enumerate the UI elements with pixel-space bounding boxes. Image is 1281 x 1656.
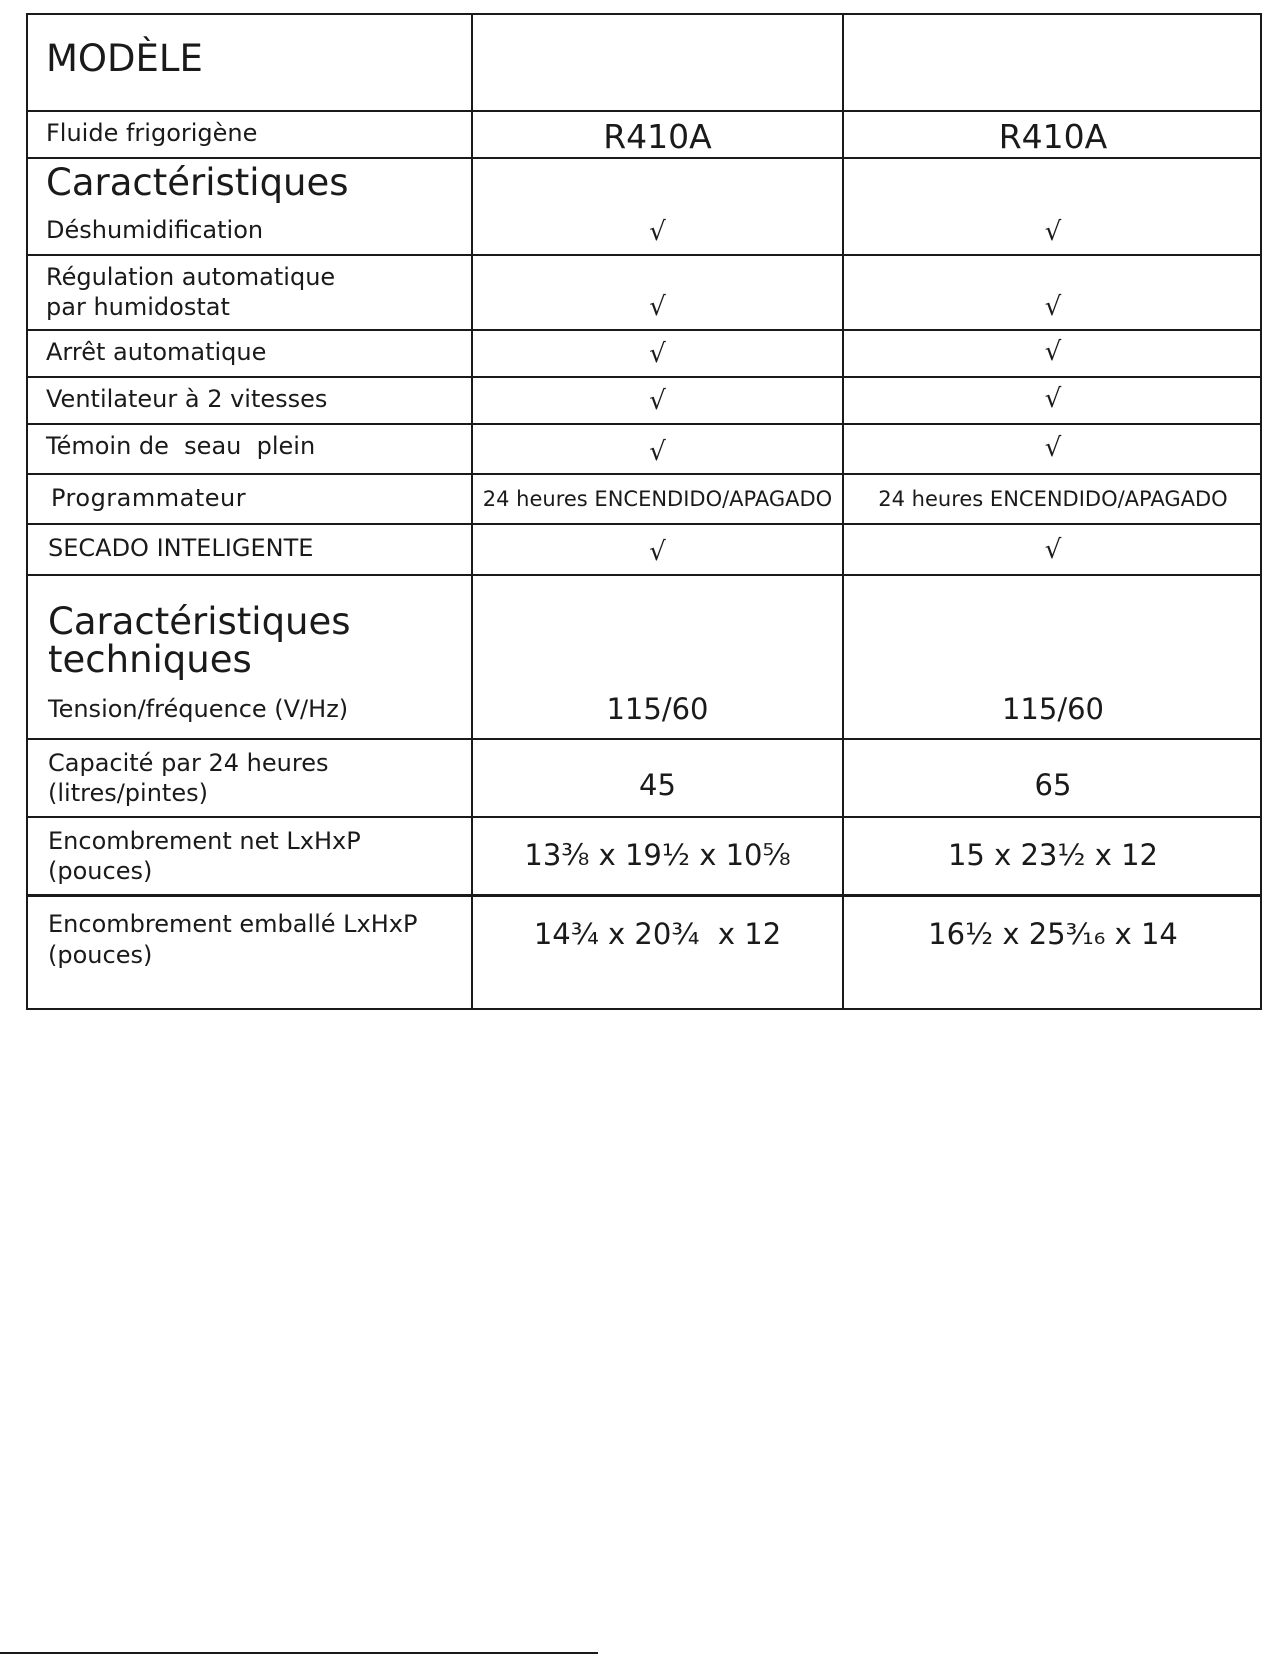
row-dehumidification <box>26 157 1262 254</box>
cell-net-size-col1 <box>471 818 842 894</box>
refrigerant-value-1: R410A <box>603 117 712 156</box>
tech-heading-line2: techniques <box>48 638 252 681</box>
cell-model-col2 <box>842 13 1262 110</box>
check-icon: √ <box>1044 217 1062 247</box>
net-size-label-line2: (pouces) <box>48 857 153 885</box>
check-icon: √ <box>1044 292 1062 322</box>
cell-timer-label <box>26 475 471 523</box>
cell-auto-stop-col2 <box>842 331 1262 376</box>
cell-bucket-col1 <box>471 425 842 473</box>
dehumidification-label: Déshumidification <box>46 216 264 244</box>
cell-smart-dry-col2 <box>842 525 1262 574</box>
cell-humidostat-col1 <box>471 256 842 329</box>
cell-timer-col1 <box>471 475 842 523</box>
spec-table <box>26 13 1262 1010</box>
packed-size-label-line2: (pouces) <box>48 941 153 969</box>
row-fan <box>26 376 1262 423</box>
net-size-value-1: 13⅜ x 19½ x 10⅝ <box>524 838 791 872</box>
cell-dehumidification-col1 <box>471 159 842 254</box>
cell-packed-size-label <box>26 897 471 1010</box>
smart-dry-label: SECADO INTELIGENTE <box>48 534 314 562</box>
model-label: MODÈLE <box>46 37 203 80</box>
bucket-label: Témoin de seau plein <box>46 432 316 460</box>
check-icon: √ <box>649 537 666 567</box>
row-bucket <box>26 423 1262 473</box>
tech-heading-line1: Caractéristiques <box>48 600 351 643</box>
timer-label: Programmateur <box>51 484 247 512</box>
packed-size-value-2: 16½ x 25³⁄₁₆ x 14 <box>928 917 1178 951</box>
cell-auto-stop-col1 <box>471 331 842 376</box>
capacity-label-line2: (litres/pintes) <box>48 779 208 807</box>
voltage-value-2: 115/60 <box>1001 692 1105 726</box>
cell-refrigerant-col2 <box>842 112 1262 157</box>
cell-capacity-label <box>26 740 471 816</box>
cell-net-size-label <box>26 818 471 894</box>
check-icon: √ <box>1044 384 1062 414</box>
cell-timer-col2 <box>842 475 1262 523</box>
cell-voltage-col1 <box>471 576 842 738</box>
cell-fan-col2 <box>842 378 1262 423</box>
timer-value-2: 24 heures ENCENDIDO/APAGADO <box>878 487 1228 511</box>
features-heading: Caractéristiques <box>46 161 349 204</box>
timer-value-1: 24 heures ENCENDIDO/APAGADO <box>482 487 833 511</box>
row-net-size <box>26 816 1262 894</box>
net-size-value-2: 15 x 23½ x 12 <box>947 838 1158 872</box>
cell-fan-col1 <box>471 378 842 423</box>
cell-voltage-label <box>26 576 471 738</box>
row-smart-dry <box>26 523 1262 574</box>
check-icon: √ <box>1044 337 1062 367</box>
net-size-label-line1: Encombrement net LxHxP <box>48 827 361 855</box>
cell-packed-size-col2 <box>842 897 1262 1010</box>
packed-size-label-line1: Encombrement emballé LxHxP <box>48 910 418 938</box>
cell-fan-label <box>26 378 471 423</box>
row-refrigerant <box>26 110 1262 157</box>
cell-model-col1 <box>471 13 842 110</box>
cell-auto-stop-label <box>26 331 471 376</box>
row-voltage <box>26 574 1262 738</box>
cell-humidostat-col2 <box>842 256 1262 329</box>
row-humidostat <box>26 254 1262 329</box>
cell-packed-size-col1 <box>471 897 842 1010</box>
row-timer <box>26 473 1262 523</box>
capacity-value-1: 45 <box>639 768 676 802</box>
cell-capacity-col1 <box>471 740 842 816</box>
cell-dehumidification-col2 <box>842 159 1262 254</box>
packed-size-value-1: 14¾ x 20¾ x 12 <box>533 917 782 951</box>
check-icon: √ <box>1044 433 1062 463</box>
cell-voltage-col2 <box>842 576 1262 738</box>
check-icon: √ <box>649 437 666 467</box>
footer-rule <box>0 1652 598 1654</box>
cell-capacity-col2 <box>842 740 1262 816</box>
cell-bucket-col2 <box>842 425 1262 473</box>
refrigerant-label: Fluide frigorigène <box>46 119 258 147</box>
cell-smart-dry-col1 <box>471 525 842 574</box>
row-auto-stop <box>26 329 1262 376</box>
check-icon: √ <box>649 386 666 416</box>
row-model <box>26 13 1262 110</box>
cell-refrigerant-col1 <box>471 112 842 157</box>
humidostat-label-line2: par humidostat <box>46 293 230 321</box>
auto-stop-label: Arrêt automatique <box>46 338 267 366</box>
refrigerant-value-2: R410A <box>998 117 1108 156</box>
voltage-label: Tension/fréquence (V/Hz) <box>48 695 349 723</box>
cell-dehumidification-label <box>26 159 471 254</box>
cell-refrigerant-label <box>26 112 471 157</box>
cell-humidostat-label <box>26 256 471 329</box>
cell-smart-dry-label <box>26 525 471 574</box>
cell-model-label <box>26 13 471 110</box>
check-icon: √ <box>1044 535 1062 565</box>
humidostat-label-line1: Régulation automatique <box>46 263 336 291</box>
capacity-label-line1: Capacité par 24 heures <box>48 749 329 777</box>
check-icon: √ <box>649 292 666 322</box>
cell-net-size-col2 <box>842 818 1262 894</box>
row-capacity <box>26 738 1262 816</box>
voltage-value-1: 115/60 <box>606 692 709 726</box>
capacity-value-2: 65 <box>1034 768 1072 802</box>
check-icon: √ <box>649 217 666 247</box>
row-packed-size <box>26 894 1262 1010</box>
check-icon: √ <box>649 339 666 369</box>
cell-bucket-label <box>26 425 471 473</box>
fan-label: Ventilateur à 2 vitesses <box>46 385 328 413</box>
